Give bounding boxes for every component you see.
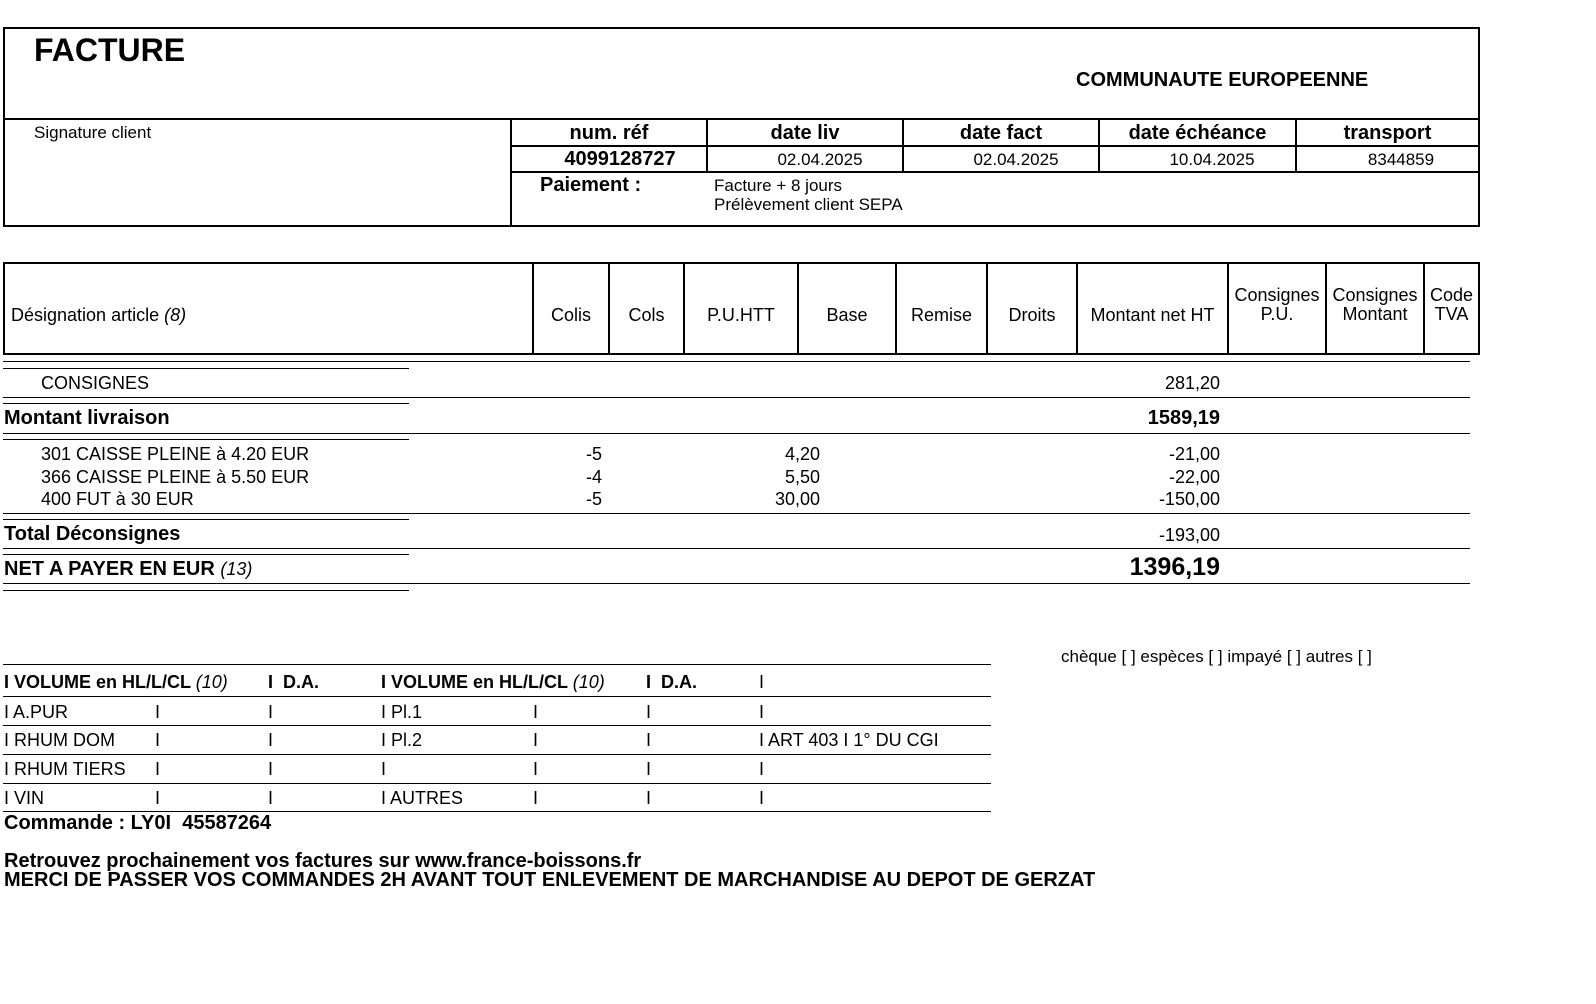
volume-header-right: I VOLUME en HL/L/CL (10) xyxy=(381,672,605,692)
rule-line xyxy=(3,433,1470,434)
volume-separator: I xyxy=(155,730,161,750)
volume-separator: I xyxy=(268,730,274,750)
region-label: COMMUNAUTE EUROPEENNE xyxy=(1076,69,1369,91)
volume-separator: I xyxy=(759,672,765,692)
ref-value-num: 4099128727 xyxy=(564,148,676,170)
total-deconsignes-label: Total Déconsignes xyxy=(4,523,181,545)
volume-header-da-right: I D.A. xyxy=(646,672,698,692)
volume-row-left: I RHUM DOM xyxy=(4,730,116,750)
deconsigne-colis: -5 xyxy=(585,444,602,464)
deconsigne-label: 366 CAISSE PLEINE à 5.50 EUR xyxy=(41,467,310,487)
volume-row-left: I A.PUR xyxy=(4,702,69,722)
deconsigne-montant: -150,00 xyxy=(1158,489,1220,509)
ref-divider-2 xyxy=(510,171,1480,173)
col-pu-htt: P.U.HTT xyxy=(707,305,775,325)
deconsigne-pu: 30,00 xyxy=(774,489,820,509)
deconsigne-colis: -5 xyxy=(585,489,602,509)
col-cols: Cols xyxy=(628,305,665,325)
rule-line xyxy=(3,368,409,369)
volume-row-right: I xyxy=(381,759,387,779)
volume-rule xyxy=(3,696,991,697)
col-consignes-pu: Consignes P.U. xyxy=(1234,285,1320,324)
volume-separator: I xyxy=(533,788,539,808)
volume-separator: I xyxy=(155,788,161,808)
ref-value-transport: 8344859 xyxy=(1367,150,1435,169)
ref-value-date-echeance: 10.04.2025 xyxy=(1169,150,1255,169)
invoice-title: FACTURE xyxy=(34,32,186,68)
deconsigne-montant: -22,00 xyxy=(1168,467,1220,487)
col-consignes-montant: Consignes Montant xyxy=(1332,285,1418,324)
col-colis: Colis xyxy=(550,305,591,325)
total-deconsignes-amount: -193,00 xyxy=(1158,525,1220,545)
volume-separator: I xyxy=(268,702,274,722)
rule-line xyxy=(3,403,409,404)
rule-line xyxy=(3,554,409,555)
ref-divider-1 xyxy=(510,145,1480,147)
rule-line xyxy=(3,361,1470,362)
rule-line xyxy=(3,519,409,520)
ref-header-date-liv: date liv xyxy=(770,122,840,144)
volume-header-da: I D.A. xyxy=(268,672,320,692)
consignes-label: CONSIGNES xyxy=(41,373,150,393)
ref-header-transport: transport xyxy=(1343,122,1432,144)
volume-row-left: I VIN xyxy=(4,788,45,808)
payment-terms: Facture + 8 jours xyxy=(714,176,843,195)
volume-header-left: I VOLUME en HL/L/CL (10) xyxy=(4,672,228,692)
website-notice: Retrouvez prochainement vos factures sur www.france-boissons.fr xyxy=(4,850,642,872)
rule-line xyxy=(3,439,409,440)
net-a-payer-label: NET A PAYER EN EUR (13) xyxy=(4,558,253,580)
volume-separator: I xyxy=(268,759,274,779)
ref-value-date-fact: 02.04.2025 xyxy=(973,150,1059,169)
volume-rule xyxy=(3,783,991,784)
volume-separator: I xyxy=(759,759,765,779)
deconsigne-pu: 4,20 xyxy=(784,444,820,464)
volume-separator: I xyxy=(155,759,161,779)
rule-line xyxy=(3,513,1470,514)
volume-row-right: I AUTRES xyxy=(381,788,464,808)
volume-article-note: I ART 403 I 1° DU CGI xyxy=(759,730,939,750)
col-base: Base xyxy=(826,305,868,325)
col-designation: Désignation article (8) xyxy=(11,305,187,325)
deconsigne-label: 400 FUT à 30 EUR xyxy=(41,489,194,509)
order-notice: MERCI DE PASSER VOS COMMANDES 2H AVANT TOUT ENLEVEMENT DE MARCHANDISE AU DEPOT DE GERZAT xyxy=(4,869,1096,891)
volume-separator: I xyxy=(155,702,161,722)
volume-separator: I xyxy=(759,788,765,808)
volume-separator: I xyxy=(646,730,652,750)
consignes-amount: 281,20 xyxy=(1164,373,1220,393)
ref-header-num: num. réf xyxy=(569,122,649,144)
volume-row-right: I Pl.2 xyxy=(381,730,423,750)
volume-rule xyxy=(3,754,991,755)
col-code-tva: Code TVA xyxy=(1429,285,1474,324)
volume-separator: I xyxy=(268,788,274,808)
signature-label: Signature client xyxy=(34,123,152,142)
montant-livraison-label: Montant livraison xyxy=(4,407,170,429)
volume-rule xyxy=(3,664,991,665)
volume-separator: I xyxy=(533,730,539,750)
col-remise: Remise xyxy=(910,305,972,325)
rule-line xyxy=(3,583,1470,584)
deconsigne-colis: -4 xyxy=(585,467,602,487)
ref-header-date-echeance: date échéance xyxy=(1128,122,1267,144)
volume-rule xyxy=(3,725,991,726)
rule-line xyxy=(3,548,1470,549)
deconsigne-label: 301 CAISSE PLEINE à 4.20 EUR xyxy=(41,444,310,464)
rule-line xyxy=(3,590,409,591)
order-number: Commande : LY0I 45587264 xyxy=(4,812,272,834)
deconsigne-pu: 5,50 xyxy=(784,467,820,487)
montant-livraison-amount: 1589,19 xyxy=(1147,407,1220,429)
ref-header-date-fact: date fact xyxy=(959,122,1043,144)
col-droits: Droits xyxy=(1008,305,1056,325)
header-divider xyxy=(3,118,1480,120)
ref-value-date-liv: 02.04.2025 xyxy=(777,150,863,169)
deconsigne-montant: -21,00 xyxy=(1168,444,1220,464)
volume-separator: I xyxy=(533,702,539,722)
volume-separator: I xyxy=(646,759,652,779)
payment-label: Paiement : xyxy=(540,174,642,196)
volume-separator: I xyxy=(646,788,652,808)
volume-row-right: I Pl.1 xyxy=(381,702,423,722)
rule-line xyxy=(3,397,1470,398)
volume-separator: I xyxy=(646,702,652,722)
net-a-payer-amount: 1396,19 xyxy=(1129,553,1220,581)
volume-separator: I xyxy=(759,702,765,722)
volume-row-left: I RHUM TIERS xyxy=(4,759,126,779)
payment-method: Prélèvement client SEPA xyxy=(714,195,903,214)
col-montant-net-ht: Montant net HT xyxy=(1090,305,1215,325)
volume-separator: I xyxy=(533,759,539,779)
payment-options: chèque [ ] espèces [ ] impayé [ ] autres [ ] xyxy=(1061,647,1372,666)
